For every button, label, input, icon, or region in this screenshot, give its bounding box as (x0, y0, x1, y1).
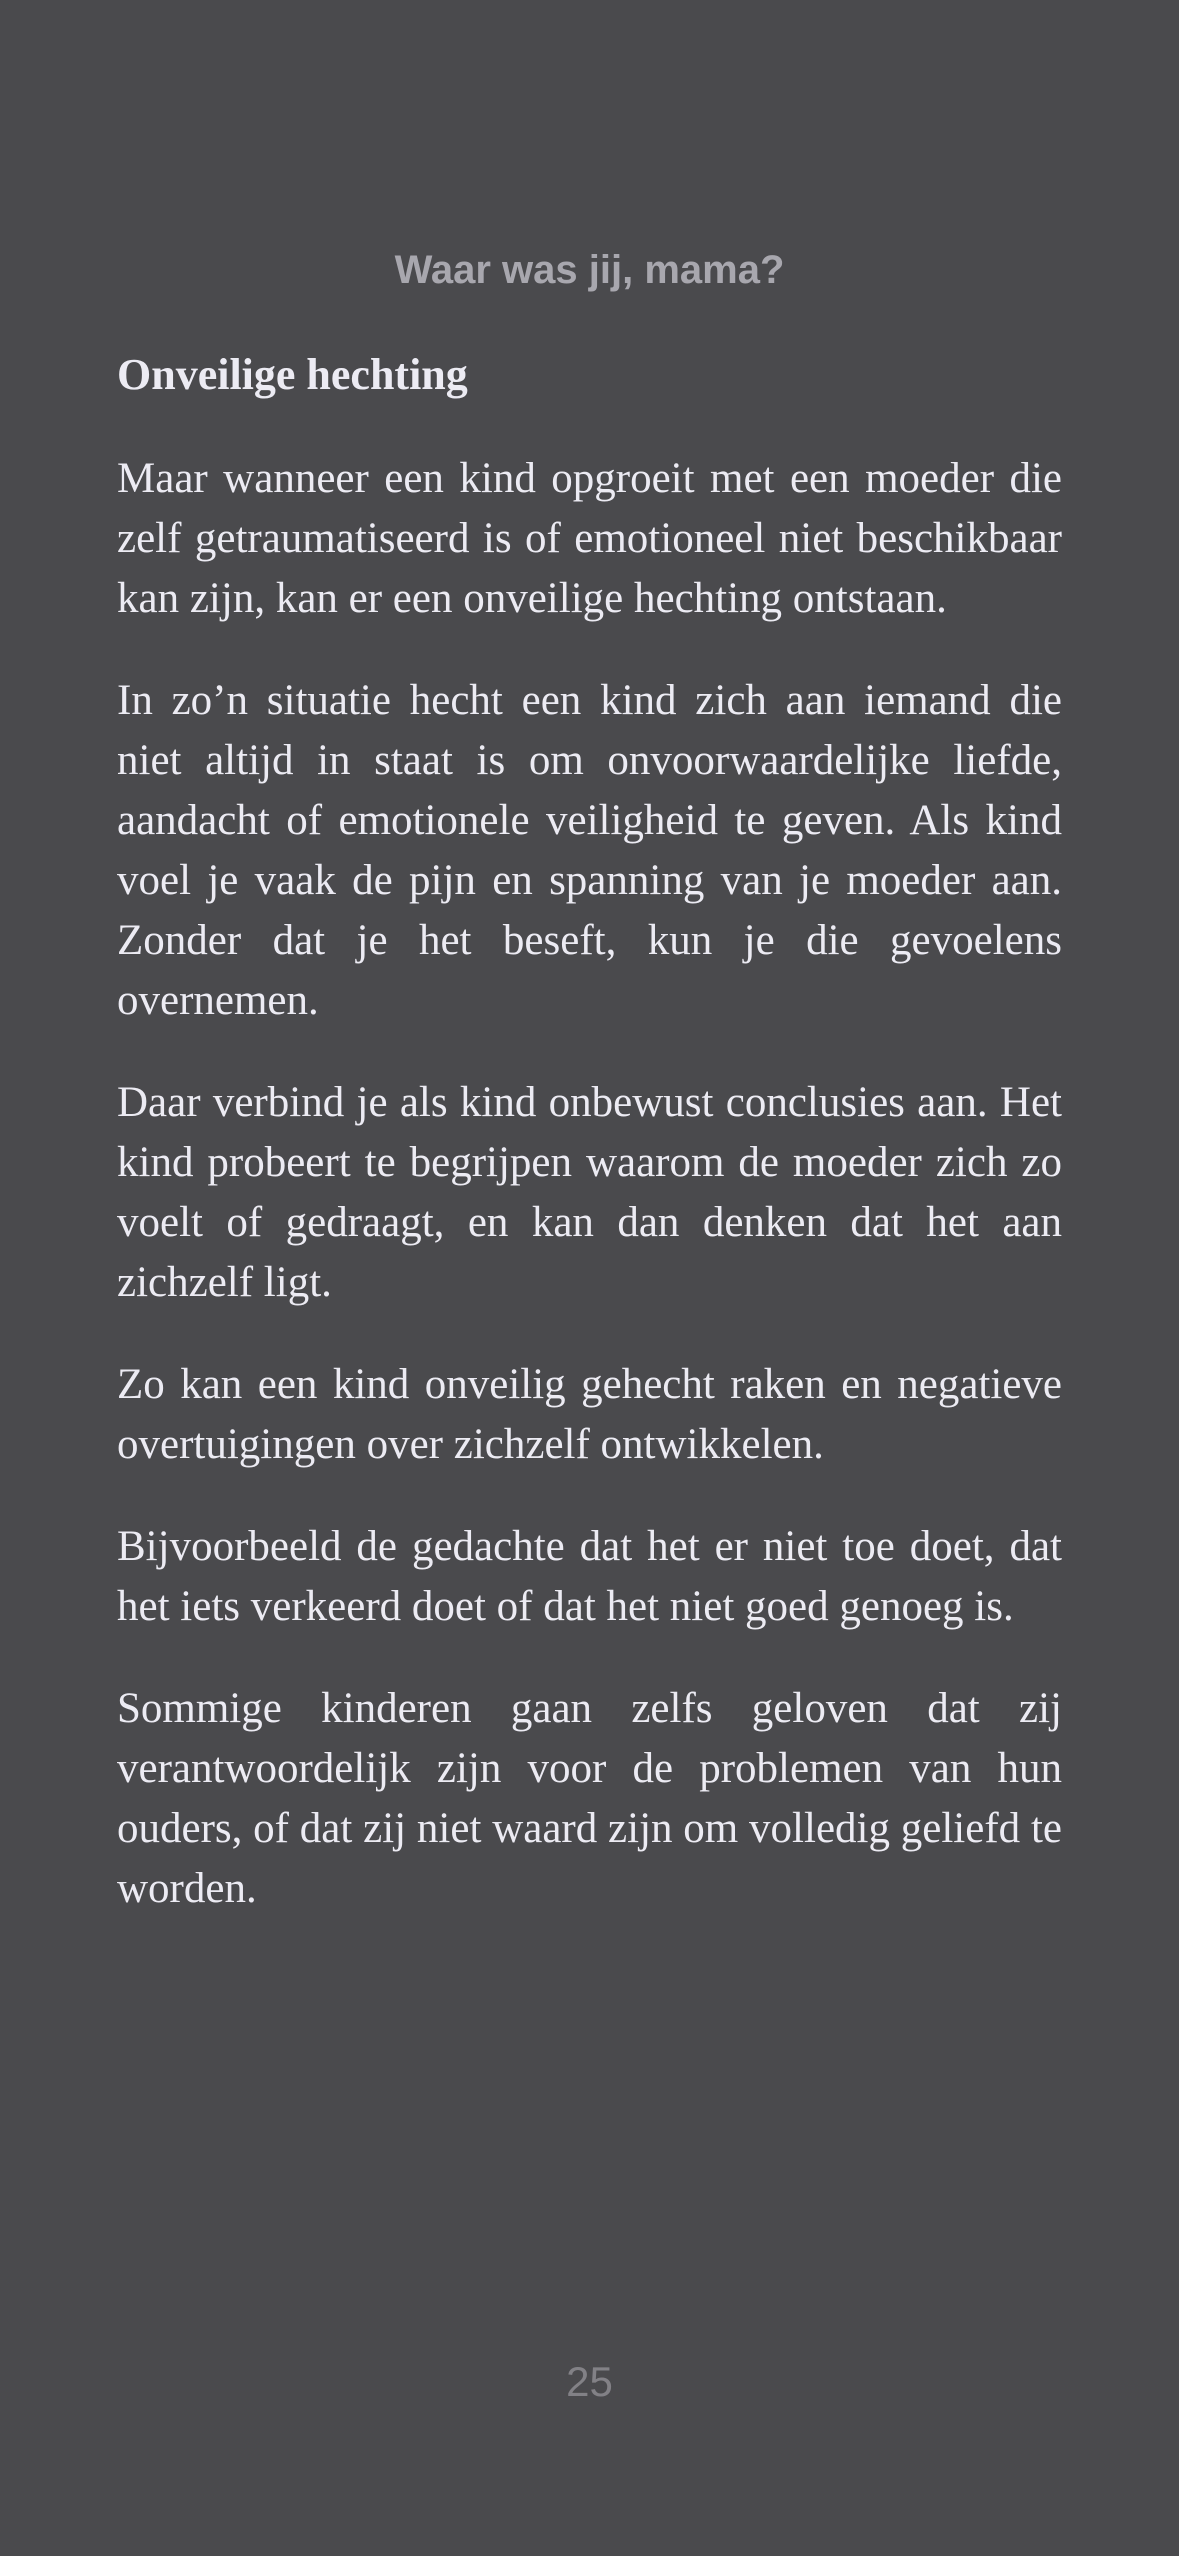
paragraph: Daar verbind je als kind onbewust conclusies aan. Het kind probeert te begrijpen waarom de moeder zich zo voelt of gedraagt, en kan dan denken dat het aan zichzelf ligt. (117, 1079, 1062, 1306)
page-content (117, 345, 1062, 1961)
chapter-heading: Onveilige hechting (117, 350, 468, 399)
page-number: 25 (566, 2358, 613, 2405)
paragraph: Bijvoorbeeld de gedachte dat het er niet toe doet, dat het iets verkeerd doet of dat het niet goed genoeg is. (117, 1523, 1062, 1630)
paragraph: In zo’n situatie hecht een kind zich aan iemand die niet altijd in staat is om onvoorwaardelijke liefde, aandacht of emotionele veiligheid te geven. Als kind voel je vaak de pijn en spanning van je moeder aan. Zonder dat je het beseft, kun je die gevoelens overnemen. (117, 677, 1062, 1024)
paragraph: Maar wanneer een kind opgroeit met een moeder die zelf getraumatiseerd is of emotioneel niet beschikbaar kan zijn, kan er een onveilige hechting ontstaan. (117, 455, 1062, 622)
paragraph: Zo kan een kind onveilig gehecht raken en negatieve overtuigingen over zichzelf ontwikkelen. (117, 1361, 1062, 1468)
paragraph: Sommige kinderen gaan zelfs geloven dat zij verantwoordelijk zijn voor de problemen van hun ouders, of dat zij niet waard zijn om volledig geliefd te worden. (117, 1685, 1062, 1912)
book-title: Waar was jij, mama? (394, 248, 785, 292)
